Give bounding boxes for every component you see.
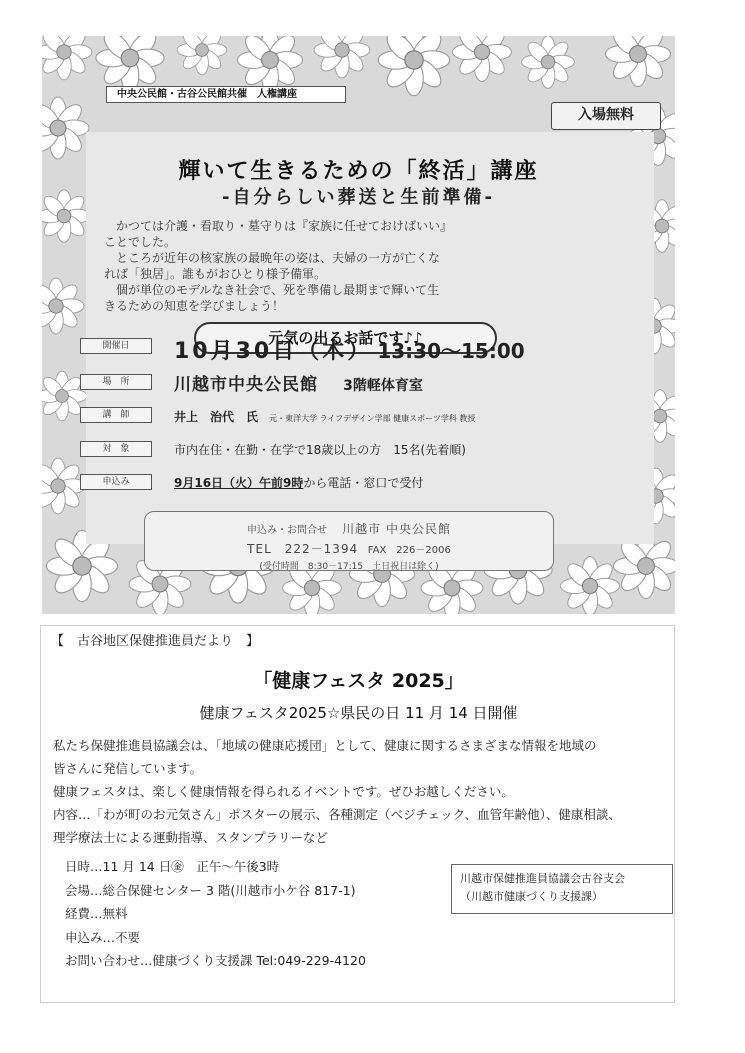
venue-value (174, 370, 423, 395)
intro-line: れば「独居」。誰もがおひとり様予備軍。 (104, 267, 327, 281)
target-label: 対 象 (80, 441, 152, 457)
contact-hours: (受付時間 8:30－17:15 土日祝日は除く) (259, 562, 439, 572)
row-target (80, 437, 660, 459)
body-line: 皆さんに発信しています。 (53, 761, 203, 776)
sponsor-line: （川越市健康づくり支援課） (460, 890, 603, 903)
row-lecturer (80, 403, 660, 425)
organizer-label: 中央公民館・古谷公民館共催 人権講座 (106, 86, 346, 103)
date-label: 開催日 (80, 338, 152, 354)
row-venue (80, 370, 660, 395)
sponsor-line: 川越市保健推進員協議会古谷支会 (460, 872, 625, 885)
contact-label: 申込み・お問合せ (246, 525, 327, 536)
flyer-title: 輝いて生きるための「終活」講座 (178, 159, 539, 184)
contact-box (144, 511, 554, 571)
contact-fax: FAX 226－2006 (367, 545, 451, 556)
detail-application: 申込み…不要 (65, 929, 141, 945)
newsletter-subtitle: 健康フェスタ2025☆県民の日 11 月 14 日開催 (199, 704, 518, 722)
apply-date: 9月16日（火）午前9時 (174, 476, 304, 490)
detail-datetime: 日時…11 月 14 日㊎ 正午～午後3時 (65, 859, 280, 874)
contact-phone-line (145, 540, 553, 557)
free-admission-badge: 入場無料 (551, 102, 661, 130)
intro-line: ところが近年の核家族の最晩年の姿は、夫婦の一方が亡くな (104, 251, 441, 265)
venue-name: 川越市中央公民館 (174, 375, 318, 395)
row-date (80, 334, 660, 364)
lecturer-name: 井上 治代 氏 (174, 410, 259, 424)
venue-room: 3階軽体育室 (343, 378, 423, 394)
sponsor-box (451, 864, 673, 914)
intro-line: ことでした。 (104, 235, 177, 249)
detail-inquiry: お問い合わせ…健康づくり支援課 Tel:049-229-4120 (65, 953, 366, 968)
apply-value (174, 474, 423, 491)
newsletter-body (53, 734, 673, 849)
newsletter-header: 【 古谷地区保健推進員だより 】 (51, 634, 260, 649)
intro-line: かつては介護・看取り・墓守りは『家族に任せておけばいい』 (104, 219, 453, 233)
venue-label: 場 所 (80, 374, 152, 390)
newsletter-title: 「健康フェスタ 2025」 (253, 670, 464, 692)
health-newsletter (40, 625, 675, 1003)
detail-cost: 経費…無料 (65, 906, 128, 921)
body-line: 理学療法士による運動指導、スタンプラリーなど (53, 830, 329, 845)
body-line: 内容…「わが町のお元気さん」ポスターの展示、各種測定（ベジチェック、血管年齢他）、健康相談、 (53, 807, 621, 822)
flyer-subtitle: -自分らしい葬送と生前準備- (222, 187, 495, 208)
contact-tel: TEL 222－1394 (247, 542, 359, 556)
contact-org: 川越市 中央公民館 (342, 522, 451, 536)
lecturer-note: 元・東洋大学 ライフデザイン学部 健康スポーツ学科 教授 (269, 414, 476, 423)
apply-label: 申込み (80, 474, 152, 490)
detail-venue: 会場…総合保健センター 3 階(川越市小ケ谷 817-1) (65, 882, 356, 898)
body-line: 健康フェスタは、楽しく健康情報を得られるイベントです。ぜひお越しください。 (53, 784, 514, 799)
event-time: 13:30～15:00 (377, 339, 525, 363)
body-line: 私たち保健推進員協議会は、「地域の健康応援団」として、健康に関するさまざまな情報を地域の (53, 738, 597, 753)
intro-line: 個が単位のモデルなき社会で、死を準備し最期まで輝いて生 (104, 283, 440, 297)
date-value (174, 334, 525, 365)
highlight-pill: 元気の出るお話です♪♪ (194, 322, 497, 354)
event-flyer (42, 36, 675, 614)
contact-line (145, 520, 553, 537)
apply-method: から電話・窓口で受付 (303, 476, 424, 490)
target-value: 市内在住・在勤・在学で18歳以上の方 15名(先着順) (174, 443, 466, 457)
event-details (65, 855, 455, 973)
event-date: 10月30日（木） (174, 339, 373, 364)
intro-line: きるための知恵を学びましょう！ (104, 299, 285, 313)
row-apply (80, 470, 660, 492)
lecturer-label: 講 師 (80, 407, 152, 423)
lecturer-value (174, 406, 475, 425)
flyer-intro-text (104, 218, 624, 314)
